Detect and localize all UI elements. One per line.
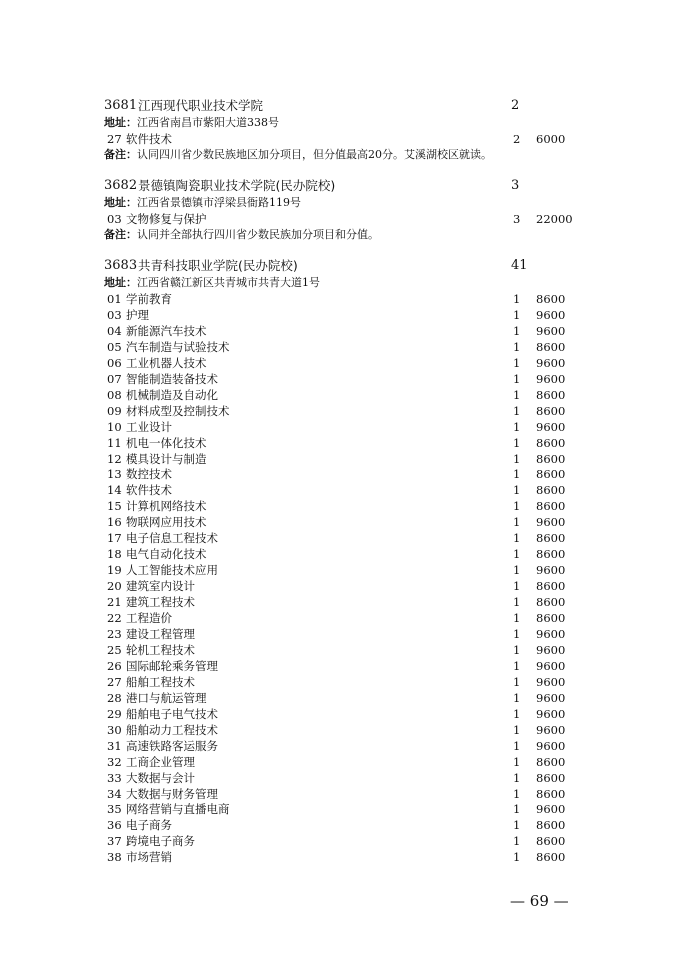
program-name: 大数据与会计 (126, 770, 195, 785)
program-fee: 9600 (536, 371, 566, 386)
program-fee: 8600 (536, 531, 566, 546)
program-name: 电气自动化技术 (126, 547, 207, 562)
program-name: 国际邮轮乘务管理 (126, 658, 218, 673)
program-code: 03 (107, 307, 122, 322)
program-fee: 9600 (536, 323, 566, 338)
program-fee: 6000 (536, 132, 566, 146)
footer-dash-left: — (510, 892, 525, 910)
program-name: 软件技术 (126, 483, 172, 498)
program-fee: 9600 (536, 627, 566, 641)
program-fee: 8600 (536, 467, 566, 482)
program-fee: 8600 (536, 339, 566, 354)
program-code: 14 (107, 483, 122, 498)
school-note (0, 147, 680, 163)
program-code: 33 (107, 770, 122, 785)
program-row (0, 594, 680, 610)
program-fee: 8600 (536, 754, 566, 769)
program-fee: 8600 (536, 403, 566, 418)
program-code: 36 (107, 818, 122, 833)
program-code: 08 (107, 387, 122, 402)
program-row (0, 291, 680, 307)
program-row (0, 674, 680, 690)
program-row (0, 482, 680, 498)
program-code: 13 (107, 467, 122, 482)
program-name: 模具设计与制造 (126, 451, 207, 466)
school-code: 3683 (104, 258, 138, 273)
program-code: 25 (107, 642, 122, 657)
school-total: 3 (511, 178, 520, 193)
program-code: 38 (107, 850, 122, 865)
program-name: 网络营销与直播电商 (126, 802, 230, 817)
program-count: 1 (513, 419, 521, 434)
program-code: 28 (107, 690, 122, 705)
program-code: 27 (107, 674, 122, 689)
program-fee: 8600 (536, 451, 566, 466)
program-name: 工程造价 (126, 611, 172, 625)
program-count: 1 (513, 499, 521, 514)
program-count: 1 (513, 627, 521, 641)
program-name: 护理 (126, 307, 149, 322)
program-count: 1 (513, 642, 521, 657)
program-count: 2 (513, 132, 521, 146)
program-row (0, 498, 680, 514)
program-name: 工业设计 (126, 419, 172, 434)
program-count: 1 (513, 674, 521, 689)
page-number: 69 (529, 892, 549, 910)
program-fee: 9600 (536, 307, 566, 322)
program-count: 1 (513, 834, 521, 849)
school-address (0, 195, 680, 211)
program-name: 电子商务 (126, 818, 172, 833)
program-fee: 8600 (536, 387, 566, 402)
program-count: 1 (513, 339, 521, 354)
program-name: 建筑室内设计 (126, 579, 195, 594)
program-row (0, 801, 680, 817)
program-row (0, 690, 680, 706)
program-row (0, 786, 680, 802)
program-fee: 9600 (536, 419, 566, 434)
program-code: 18 (107, 547, 122, 562)
program-count: 1 (513, 818, 521, 833)
page-footer (510, 892, 569, 910)
program-name: 汽车制造与试验技术 (126, 339, 230, 354)
school-header (0, 96, 680, 116)
program-code: 12 (107, 451, 122, 466)
program-row (0, 355, 680, 371)
school-header (0, 176, 680, 196)
program-row (0, 466, 680, 482)
program-count: 1 (513, 451, 521, 466)
program-fee: 8600 (536, 850, 566, 865)
program-count: 1 (513, 307, 521, 322)
program-name: 建设工程管理 (126, 627, 195, 641)
program-fee: 9600 (536, 642, 566, 657)
program-count: 1 (513, 515, 521, 530)
school-total: 41 (511, 258, 528, 273)
program-fee: 8600 (536, 547, 566, 562)
program-code: 05 (107, 339, 122, 354)
program-name: 市场营销 (126, 850, 172, 865)
program-row (0, 546, 680, 562)
program-fee: 8600 (536, 435, 566, 450)
school-address (0, 115, 680, 131)
program-fee: 9600 (536, 674, 566, 689)
program-count: 1 (513, 292, 521, 306)
program-code: 16 (107, 515, 122, 530)
address-text: 江西省南昌市紫阳大道338号 (137, 116, 279, 129)
program-row (0, 722, 680, 738)
program-row (0, 817, 680, 833)
program-name: 数控技术 (126, 467, 172, 482)
program-code: 01 (107, 292, 122, 306)
program-row (0, 371, 680, 387)
program-code: 20 (107, 579, 122, 594)
note-label: 备注： (104, 148, 137, 161)
program-name: 轮机工程技术 (126, 642, 195, 657)
program-count: 1 (513, 563, 521, 578)
note-text: 认同四川省少数民族地区加分项目，但分值最高20分。艾溪湖校区就读。 (137, 148, 492, 161)
program-code: 06 (107, 355, 122, 370)
program-code: 29 (107, 706, 122, 721)
program-row (0, 451, 680, 467)
program-fee: 9600 (536, 706, 566, 721)
program-fee: 9600 (536, 738, 566, 753)
program-count: 1 (513, 658, 521, 673)
program-fee: 8600 (536, 292, 566, 306)
program-row (0, 562, 680, 578)
program-code: 31 (107, 738, 122, 753)
program-fee: 8600 (536, 595, 566, 609)
program-row (0, 658, 680, 674)
program-count: 1 (513, 850, 521, 865)
footer-dash-right: — (553, 892, 569, 910)
program-code: 23 (107, 627, 122, 641)
program-row (0, 403, 680, 419)
program-count: 1 (513, 467, 521, 482)
program-fee: 22000 (536, 212, 573, 226)
school-name: 景德镇陶瓷职业技术学院(民办院校) (138, 178, 336, 193)
program-row (0, 833, 680, 849)
program-count: 1 (513, 738, 521, 753)
program-fee: 9600 (536, 515, 566, 530)
program-count: 1 (513, 547, 521, 562)
address-label: 地址： (104, 116, 137, 129)
program-name: 建筑工程技术 (126, 595, 195, 609)
address-label: 地址： (104, 276, 137, 289)
program-fee: 9600 (536, 658, 566, 673)
program-name: 机电一体化技术 (126, 435, 207, 450)
program-name: 物联网应用技术 (126, 515, 207, 530)
program-code: 07 (107, 371, 122, 386)
program-row (0, 610, 680, 626)
program-row (0, 514, 680, 530)
program-count: 1 (513, 387, 521, 402)
program-count: 1 (513, 323, 521, 338)
program-code: 17 (107, 531, 122, 546)
program-name: 新能源汽车技术 (126, 323, 207, 338)
school-note (0, 227, 680, 243)
program-name: 材料成型及控制技术 (126, 403, 230, 418)
program-name: 智能制造装备技术 (126, 371, 218, 386)
program-code: 32 (107, 754, 122, 769)
program-count: 1 (513, 786, 521, 801)
program-row (0, 307, 680, 323)
program-fee: 9600 (536, 563, 566, 578)
school-code: 3681 (104, 98, 138, 113)
school-code: 3682 (104, 178, 138, 193)
program-row (0, 770, 680, 786)
program-count: 1 (513, 754, 521, 769)
address-text: 江西省景德镇市浮梁县衙路119号 (137, 196, 301, 209)
program-row (0, 339, 680, 355)
program-row (0, 642, 680, 658)
program-name: 船舶工程技术 (126, 674, 195, 689)
program-count: 1 (513, 355, 521, 370)
program-code: 04 (107, 323, 122, 338)
program-name: 计算机网络技术 (126, 499, 207, 514)
note-text: 认同并全部执行四川省少数民族加分项目和分值。 (137, 228, 379, 241)
program-fee: 8600 (536, 483, 566, 498)
program-count: 1 (513, 770, 521, 785)
program-name: 工业机器人技术 (126, 355, 207, 370)
program-name: 港口与航运管理 (126, 690, 207, 705)
program-code: 34 (107, 786, 122, 801)
program-count: 1 (513, 483, 521, 498)
program-name: 软件技术 (126, 132, 172, 146)
program-code: 30 (107, 722, 122, 737)
program-row (0, 849, 680, 865)
program-fee: 9600 (536, 355, 566, 370)
program-fee: 9600 (536, 690, 566, 705)
program-row (0, 387, 680, 403)
program-count: 1 (513, 802, 521, 817)
program-name: 大数据与财务管理 (126, 786, 218, 801)
program-row (0, 530, 680, 546)
school-header (0, 256, 680, 276)
program-fee: 9600 (536, 722, 566, 737)
program-fee: 8600 (536, 579, 566, 594)
program-code: 37 (107, 834, 122, 849)
program-code: 19 (107, 563, 122, 578)
program-row (0, 211, 680, 227)
program-code: 09 (107, 403, 122, 418)
program-code: 35 (107, 802, 122, 817)
program-name: 跨境电子商务 (126, 834, 195, 849)
program-count: 3 (513, 212, 521, 226)
program-name: 电子信息工程技术 (126, 531, 218, 546)
program-row (0, 578, 680, 594)
program-fee: 8600 (536, 818, 566, 833)
program-row (0, 626, 680, 642)
school-name: 共青科技职业学院(民办院校) (138, 258, 298, 273)
program-name: 文物修复与保护 (126, 212, 207, 226)
program-count: 1 (513, 371, 521, 386)
program-count: 1 (513, 595, 521, 609)
program-name: 高速铁路客运服务 (126, 738, 218, 753)
program-name: 学前教育 (126, 292, 172, 306)
program-row (0, 754, 680, 770)
address-label: 地址： (104, 196, 137, 209)
program-code: 03 (107, 212, 122, 226)
program-code: 15 (107, 499, 122, 514)
address-text: 江西省赣江新区共青城市共青大道1号 (137, 276, 320, 289)
note-label: 备注： (104, 228, 137, 241)
school-address (0, 275, 680, 291)
program-count: 1 (513, 531, 521, 546)
school-name: 江西现代职业技术学院 (138, 98, 264, 113)
program-name: 人工智能技术应用 (126, 563, 218, 578)
program-fee: 8600 (536, 611, 566, 625)
program-fee: 8600 (536, 786, 566, 801)
program-row (0, 706, 680, 722)
program-row (0, 738, 680, 754)
program-name: 工商企业管理 (126, 754, 195, 769)
program-row (0, 323, 680, 339)
program-count: 1 (513, 579, 521, 594)
program-code: 21 (107, 595, 122, 609)
program-count: 1 (513, 706, 521, 721)
program-name: 船舶电子电气技术 (126, 706, 218, 721)
program-fee: 8600 (536, 499, 566, 514)
program-fee: 8600 (536, 834, 566, 849)
program-row (0, 419, 680, 435)
program-name: 机械制造及自动化 (126, 387, 218, 402)
program-fee: 8600 (536, 770, 566, 785)
program-row (0, 131, 680, 147)
program-count: 1 (513, 611, 521, 625)
program-code: 27 (107, 132, 122, 146)
school-total: 2 (511, 98, 520, 113)
program-count: 1 (513, 435, 521, 450)
program-row (0, 435, 680, 451)
program-code: 26 (107, 658, 122, 673)
program-code: 22 (107, 611, 122, 625)
program-name: 船舶动力工程技术 (126, 722, 218, 737)
program-code: 11 (107, 435, 122, 450)
program-count: 1 (513, 403, 521, 418)
program-code: 10 (107, 419, 122, 434)
program-count: 1 (513, 722, 521, 737)
program-count: 1 (513, 690, 521, 705)
program-fee: 9600 (536, 802, 566, 817)
